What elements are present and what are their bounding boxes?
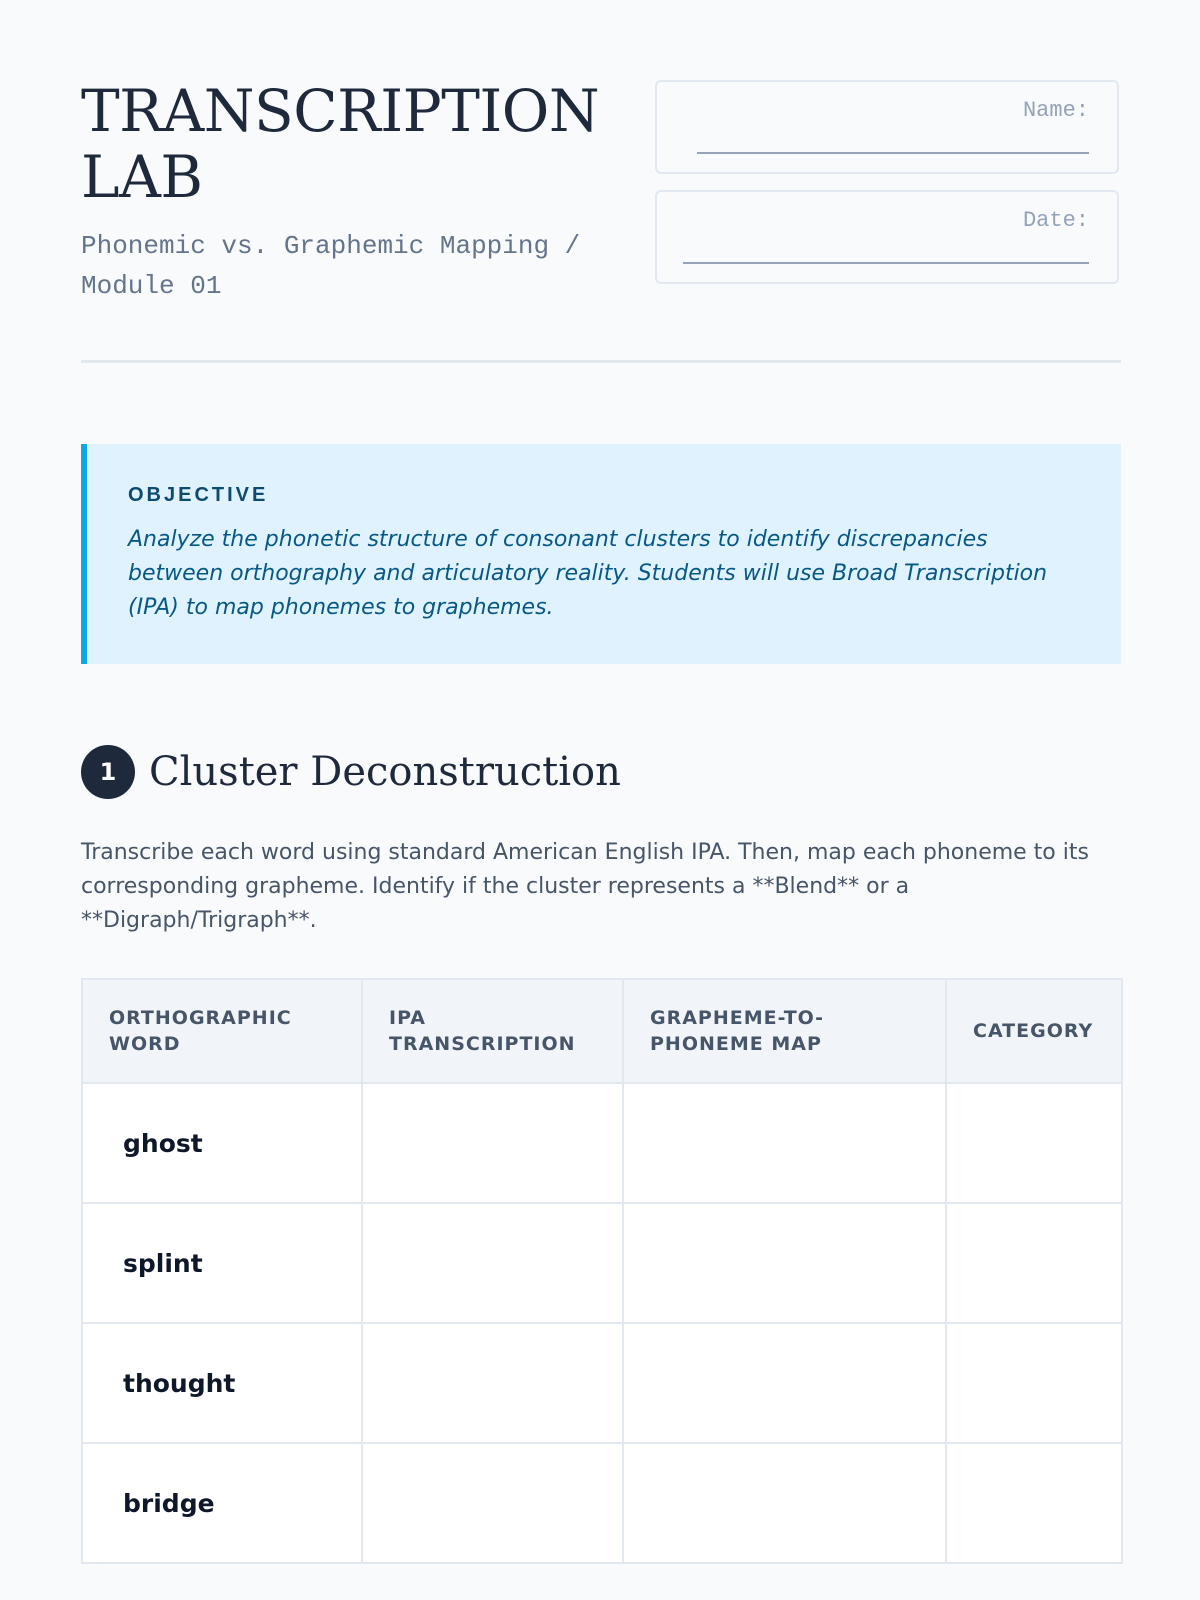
name-label: Name: xyxy=(1022,98,1089,123)
table-row xyxy=(82,1203,1122,1323)
category-answer-cell[interactable] xyxy=(946,1203,1122,1323)
section-title: Cluster Deconstruction xyxy=(149,749,621,795)
column-header-grapheme-map: GRAPHEME-TO-PHONEME MAP xyxy=(623,979,946,1083)
ipa-answer-cell[interactable] xyxy=(362,1203,623,1323)
name-field[interactable] xyxy=(655,80,1119,174)
name-write-line xyxy=(697,152,1089,154)
ipa-answer-cell[interactable] xyxy=(362,1443,623,1563)
category-answer-cell[interactable] xyxy=(946,1323,1122,1443)
section-number-badge: 1 xyxy=(81,745,135,799)
worksheet-page xyxy=(81,0,1121,1518)
column-header-orthographic-word: ORTHOGRAPHIC WORD xyxy=(82,979,362,1083)
ipa-answer-cell[interactable] xyxy=(362,1083,623,1203)
map-answer-cell[interactable] xyxy=(623,1083,946,1203)
header-divider xyxy=(81,360,1121,363)
date-label: Date: xyxy=(1022,208,1089,233)
objective-label: OBJECTIVE xyxy=(128,484,269,506)
column-header-ipa-transcription: IPA TRANSCRIPTION xyxy=(362,979,623,1083)
objective-callout xyxy=(81,444,1121,664)
table-row xyxy=(82,1443,1122,1563)
column-header-category: CATEGORY xyxy=(946,979,1122,1083)
worksheet-header xyxy=(81,0,1121,364)
word-cell: bridge xyxy=(82,1443,362,1563)
category-answer-cell[interactable] xyxy=(946,1443,1122,1563)
word-cell: thought xyxy=(82,1323,362,1443)
objective-text: Analyze the phonetic structure of consonant clusters to identify discrepancies between orthography and articulatory reality. Students will use Broad Transcription (IPA) to map phonemes to graphemes. xyxy=(128,527,1048,620)
section-instructions: Transcribe each word using standard American English IPA. Then, map each phoneme to its corresponding grapheme. Identify if the cluster represents a **Blend** or a **Digraph/Trigraph**. xyxy=(81,840,1089,933)
date-write-line xyxy=(683,262,1089,264)
table-row xyxy=(82,1083,1122,1203)
map-answer-cell[interactable] xyxy=(623,1203,946,1323)
category-answer-cell[interactable] xyxy=(946,1083,1122,1203)
map-answer-cell[interactable] xyxy=(623,1323,946,1443)
section-heading xyxy=(81,744,621,800)
page-subtitle: Phonemic vs. Graphemic Mapping / Module 01 xyxy=(81,231,581,301)
table-row xyxy=(82,1323,1122,1443)
page-title: TRANSCRIPTION LAB xyxy=(81,77,600,211)
word-cell: ghost xyxy=(82,1083,362,1203)
word-cell: splint xyxy=(82,1203,362,1323)
transcription-table-wrapper xyxy=(81,978,1121,1564)
ipa-answer-cell[interactable] xyxy=(362,1323,623,1443)
table-header-row xyxy=(82,979,1122,1083)
transcription-table xyxy=(81,978,1123,1564)
date-field[interactable] xyxy=(655,190,1119,284)
map-answer-cell[interactable] xyxy=(623,1443,946,1563)
